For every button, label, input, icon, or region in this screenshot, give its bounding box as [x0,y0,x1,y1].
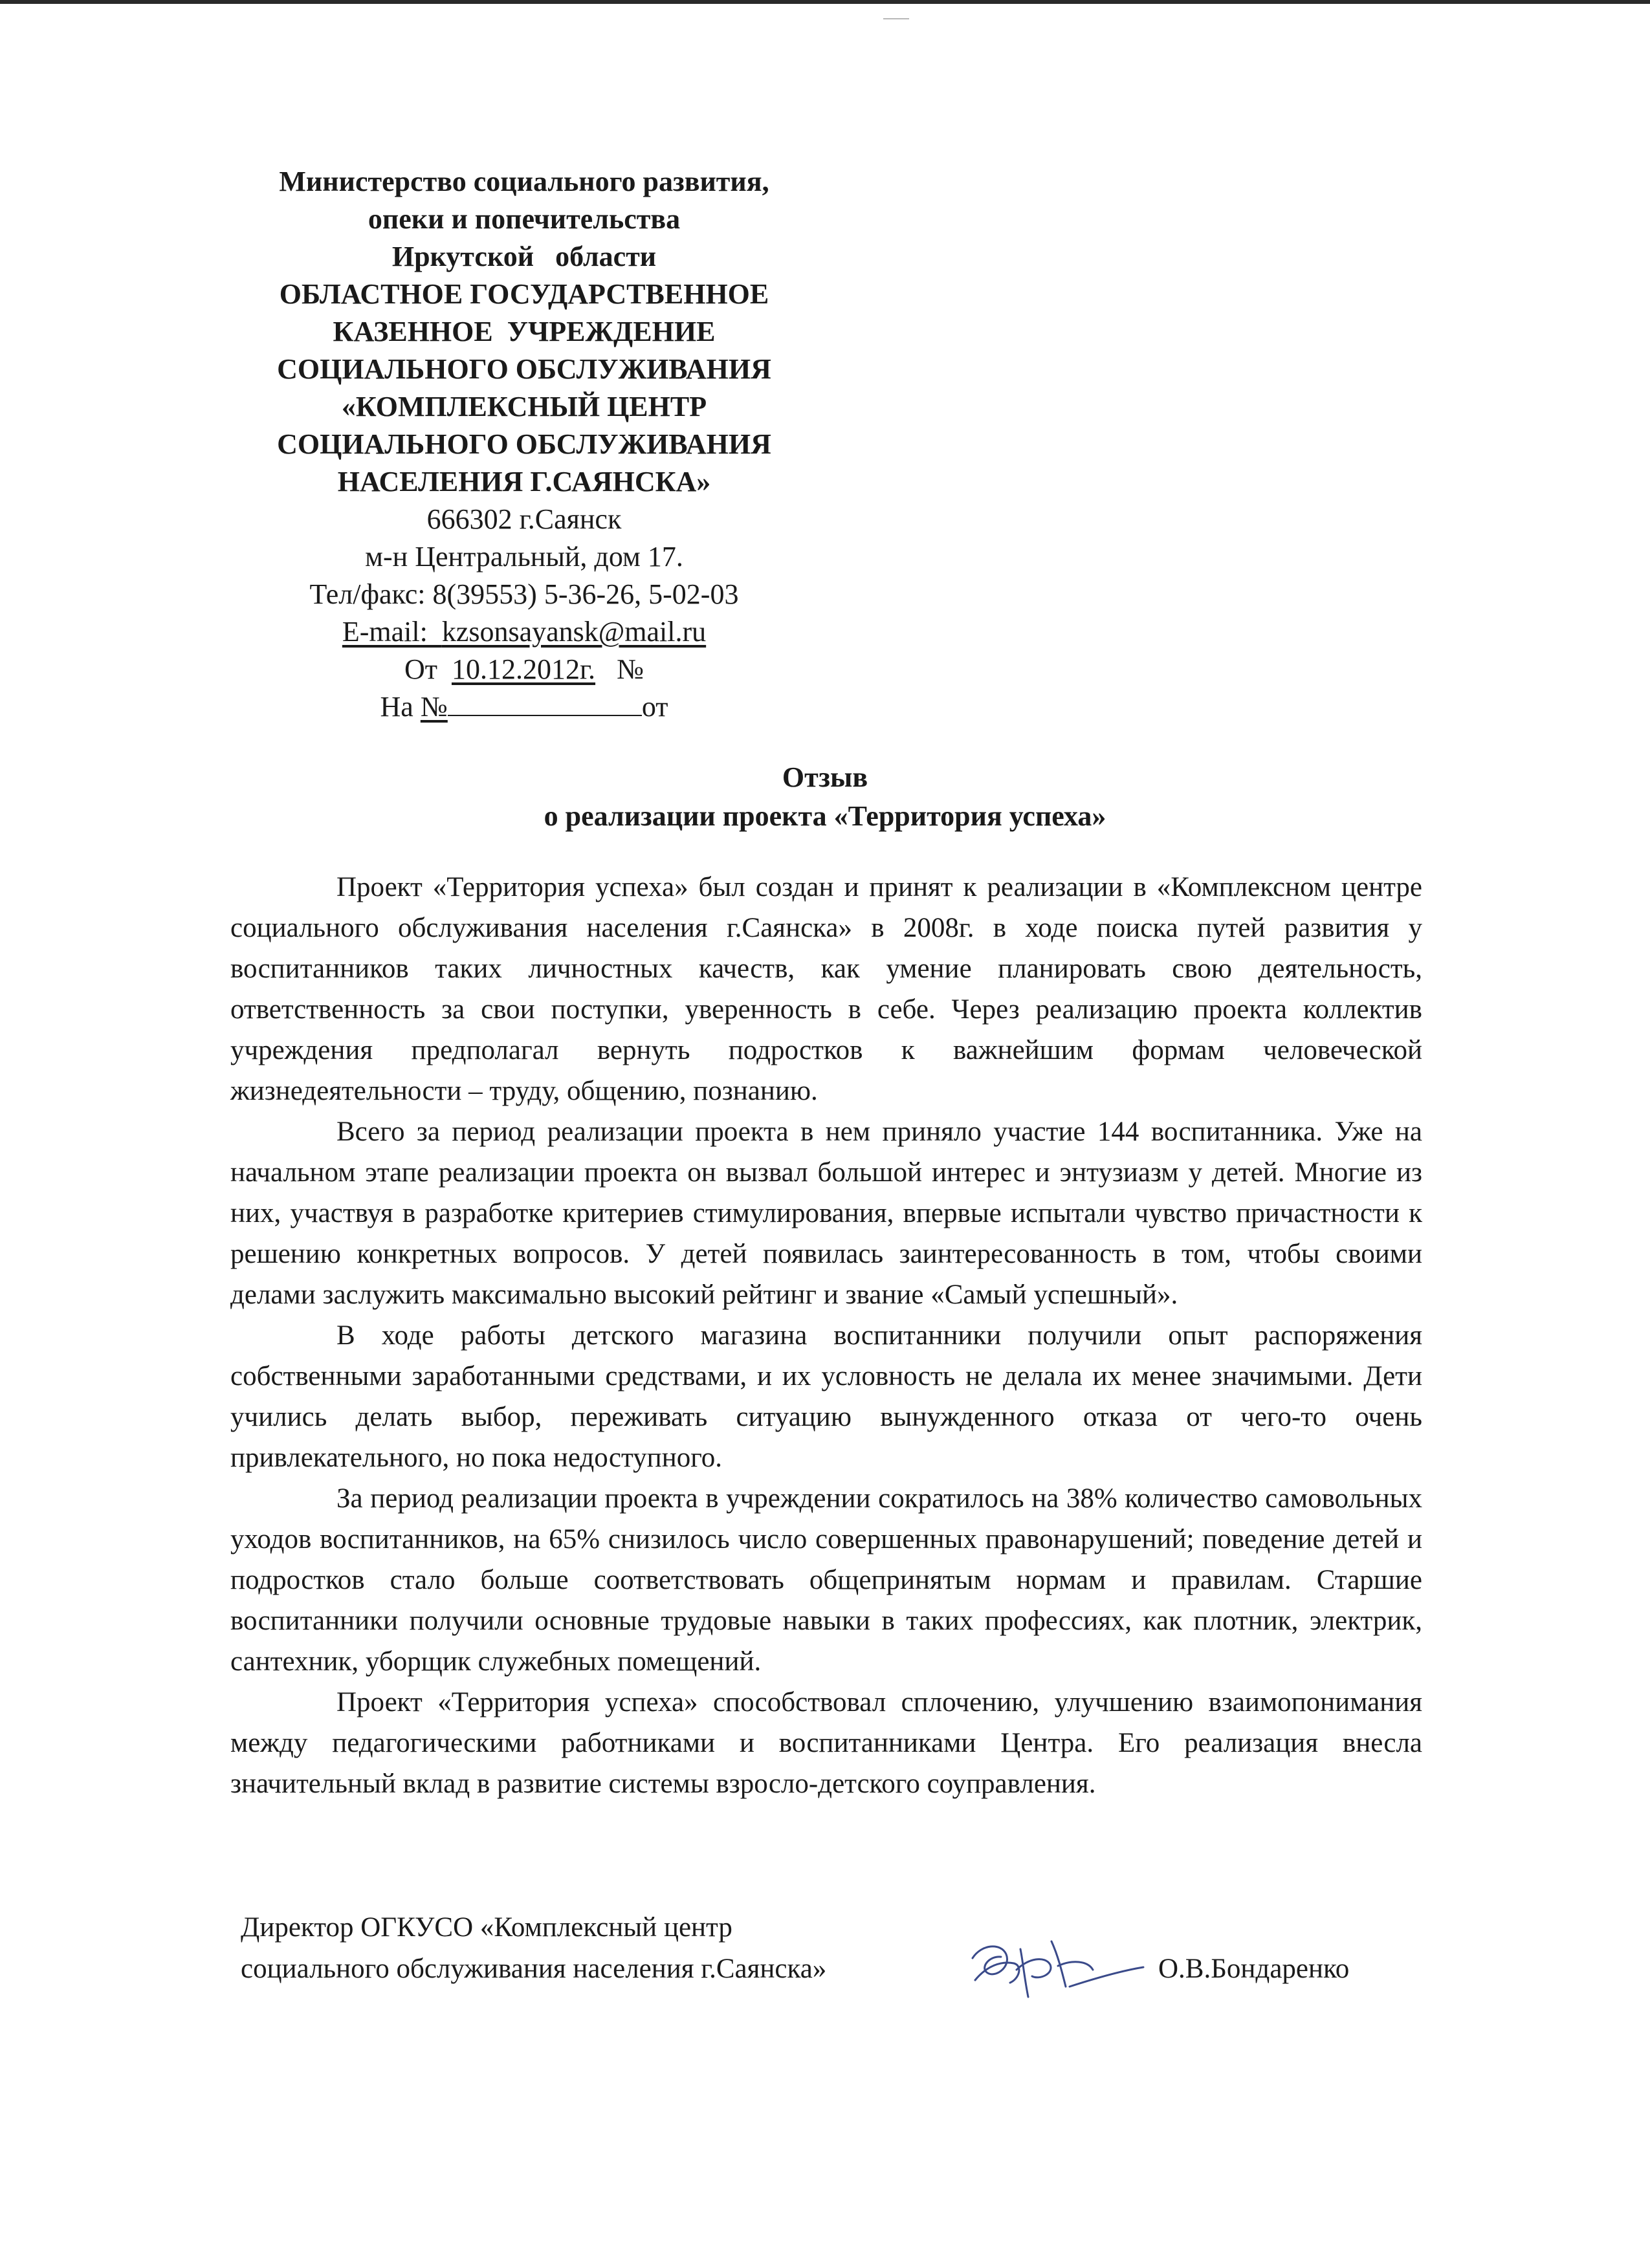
letterhead-street-address: м-н Центральный, дом 17. [365,541,683,572]
document-title: Отзыв [782,761,868,793]
body-paragraph-2: Всего за период реализации проекта в нем приняло участие 144 воспитанника. Уже на начальном этапе реализации проекта он вызвал большой интерес и энтузиазм у детей. Многие из них, участвуя в разработке критериев стимулирования, впервые испытали чувство причастности к решению конкретных вопросов. У детей появилась заинтересованность в том, чтобы своими делами заслужить максимально высокий рейтинг и звание «Самый успешный». [230,1117,1422,1310]
reply-suffix: от [641,691,668,723]
signatory-title [241,1907,978,1990]
letterhead-phone-fax: Тел/факс: 8(39553) 5-36-26, 5-02-03 [309,578,739,610]
email-link[interactable]: kzsonsayansk@mail.ru [441,616,707,648]
outgoing-number-sign: № [595,653,644,685]
letterhead-org-line4: «КОМПЛЕКСНЫЙ ЦЕНТР [341,391,707,422]
handwritten-signature [961,1925,1149,2009]
letterhead-org-line5: СОЦИАЛЬНОГО ОБСЛУЖИВАНИЯ [277,428,771,460]
scan-top-edge [0,0,1650,4]
reply-prefix: На [380,691,421,723]
signatory-title-line1: Директор ОГКУСО «Комплексный центр [241,1912,732,1943]
letterhead [220,163,828,726]
signatory-title-line2: социального обслуживания населения г.Саянска» [241,1954,827,1984]
letterhead-date-line [220,651,828,688]
letterhead-postal-address: 666302 г.Саянск [426,503,622,535]
body-paragraph-3: В ходе работы детского магазина воспитанники получили опыт распоряжения собственными заработанными средствами, и их условность не делала их менее значимыми. Дети учились делать выбор, переживать ситуацию вынужденного отказа от чего-то очень привлекательного, но пока недоступного. [230,1320,1422,1473]
body-paragraph-4: За период реализации проекта в учреждении сократилось на 38% количество самовольных уходов воспитанников, на 65% снизилось число совершенных правонарушений; поведение детей и подростков стало больше соответствовать общепринятым нормам и правилам. Старшие воспитанники получили основные трудовые навыки в таких профессиях, как плотник, электрик, сантехник, уборщик служебных помещений. [230,1483,1422,1677]
signatory-name: О.В.Бондаренко [1158,1954,1350,1984]
scan-mark [883,18,909,19]
letterhead-email [220,613,828,651]
date-value: 10.12.2012г. [451,653,596,685]
letterhead-reply-line [220,688,828,726]
document-body [230,867,1422,1804]
date-prefix: От [404,653,452,685]
letterhead-org-line3: СОЦИАЛЬНОГО ОБСЛУЖИВАНИЯ [277,353,771,385]
email-label: E-mail: [342,616,442,648]
letterhead-ministry-line1: Министерство социального развития, [279,166,769,197]
letterhead-org-line6: НАСЕЛЕНИЯ Г.САЯНСКА» [337,466,711,497]
document-heading [0,758,1650,836]
letterhead-region: Иркутской области [391,241,657,272]
letterhead-org-line1: ОБЛАСТНОЕ ГОСУДАРСТВЕННОЕ [279,278,769,310]
letterhead-ministry-line2: опеки и попечительства [368,203,681,235]
letterhead-org-line2: КАЗЕННОЕ УЧРЕЖДЕНИЕ [333,316,716,347]
document-subtitle: о реализации проекта «Территория успеха» [544,800,1106,832]
body-paragraph-1: Проект «Территория успеха» был создан и принят к реализации в «Комплексном центре социального обслуживания населения г.Саянска» в 2008г. в ходе поиска путей развития у воспитанников таких личностных качеств, как умение планировать свою деятельность, ответственность за свои поступки, уверенность в себе. Через реализацию проекта коллектив учреждения предполагал вернуть подростков к важнейшим формам человеческой жизнедеятельности – труду, общению, познанию. [230,872,1422,1106]
reply-number-blank [448,689,642,716]
body-paragraph-5: Проект «Территория успеха» способствовал сплочению, улучшению взаимопонимания между педагогическими работниками и воспитанниками Центра. Его реализация внесла значительный вклад в развитие системы взросло-детского соуправления. [230,1687,1422,1799]
reply-number-sign: № [420,691,448,723]
